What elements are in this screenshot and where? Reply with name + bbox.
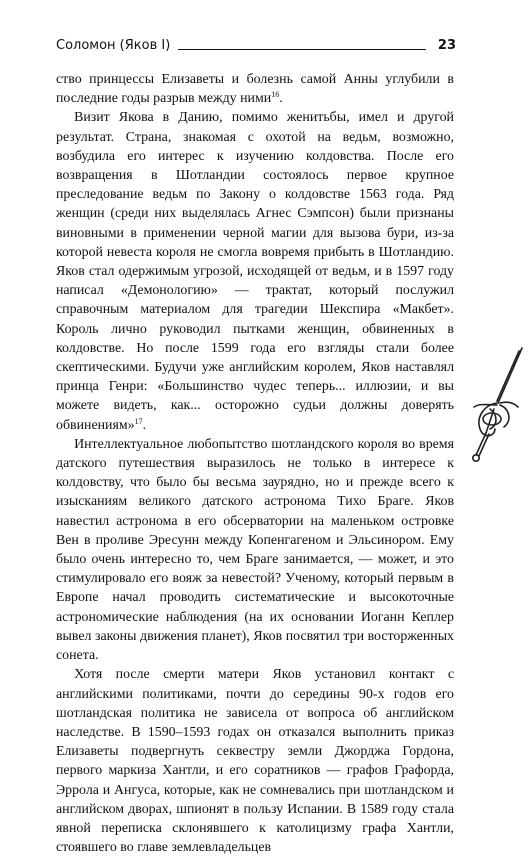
paragraph xyxy=(56,665,454,857)
body-text xyxy=(56,70,454,857)
running-header xyxy=(56,38,456,58)
paragraph: Визит Якова в Данию, помимо женитьбы, имел и другой результат. Страна, знакомая с охотой на ведьм, возможно, возбудила его интерес к изучению колдовства. После его возвращения в Шотландии состоялось первое крупное преследование ведьм по Закону о колдовстве 1563 года. Ряд женщин (среди них выделялась Агнес Сэмпсон) были признаны виновными в применении черной магии для вызова бури, из-за которой невеста короля не смогла вовремя прибыть в Шотландию. Яков стал одержимым угрозой, исходящей от ведьм, и в 1597 году написал «Демонологию» — трактат, который послужил справочным материалом для трагедии Шекспира «Макбет». Король лично руководил пытками женщин, обвиненных в колдовстве. Но после 1599 года его взгляды стали более скептическими. Будучи уже английским королем, Яков наставлял принца Генри: «Большинство чудес теперь... иллюзии, и вы можете видеть, как... осторожно судьи должны доверять обвинениям»$^{17}$. xyxy=(56,110,454,433)
paragraph xyxy=(56,435,454,665)
paragraph-text: Хотя после смерти матери Яков установил контакт с английскими политиками, почти до середины 90-х годов его шотландская политика не зависела от вопроса об английском наследстве. В 1590–1593 годах он отказался выполнить приказ Елизаветы подвергнуть секвестру земли Джорджа Гордона, первого маркиза Хантли, и его соратников — графов Графорда, Эррола и Ангуса, которые, как не сомневались при шотландском и английском дворах, шпионят в пользу Испании. В 1589 году стала явной переписка склонявшего к католицизму графа Хантли, стоявшего во главе землевладельцев xyxy=(56,667,454,856)
page-number: 23 xyxy=(437,38,456,53)
footnote-ref[interactable]: 16 xyxy=(271,90,280,100)
paragraph-text: Интеллектуальное любопытство шотландского короля во время датского путешествия выразилось не только в интересе к колдовству, что было бы весьма заурядно, но и прежде всего к изысканиям великого датского астронома Тихо Браге. Яков навестил астронома в его обсерватории на маленьком островке Вен в проливе Эресунн между Копенгагеном и Эльсинором. Ему было очень интересно то, чем Браге занимается, — может, и это стимулировало его вояж за невестой? Ученому, который первым в Европе начал проводить систематические и высокоточные астрономические наблюдения (на их основании Иоганн Кеплер вывел законы движения планет), Яков посвятил три восторженных сонета. xyxy=(56,436,454,664)
footnote-ref[interactable]: 17 xyxy=(134,416,143,426)
paragraph-text: ство принцессы Елизаветы и болезнь самой Анны углубили в последние годы разрыв между ними xyxy=(56,72,454,107)
rapier-icon xyxy=(464,345,526,465)
running-title: Соломон (Яков I) xyxy=(56,38,171,53)
paragraph-text: Визит Якова в Данию, помимо женитьбы, имел и другой результат. Страна, знакомая с охотой на ведьм, возможно, возбудила его интерес к изучению колдовства. После его возвращения в Шотландии состоялось первое крупное преследование ведьм по Закону о колдовстве 1563 года. Ряд женщин (среди них выделялась Агнес Сэмпсон) были признаны виновными в применении черной магии для вызова бури, из-за которой невеста короля не смогла вовремя прибыть в Шотландию. Яков стал одержимым угрозой, исходящей от ведьм, и в 1597 году написал «Демонологию» — трактат, который послужил справочным материалом для трагедии Шекспира «Макбет». Король лично руководил пытками женщин, обвиненных в колдовстве. Но после 1599 года его взгляды стали более скептическими. Будучи уже английским королем, Яков наставлял принца Генри: «Большинство чудес теперь... иллюзии, и вы можете видеть, как... осторожно судьи должны доверять обвинениям» xyxy=(56,110,454,433)
paragraph-continued: ство принцессы Елизаветы и болезнь самой Анны углубили в последние годы разрыв между ними$^{16}$. xyxy=(56,72,454,107)
header-rule xyxy=(178,49,426,50)
